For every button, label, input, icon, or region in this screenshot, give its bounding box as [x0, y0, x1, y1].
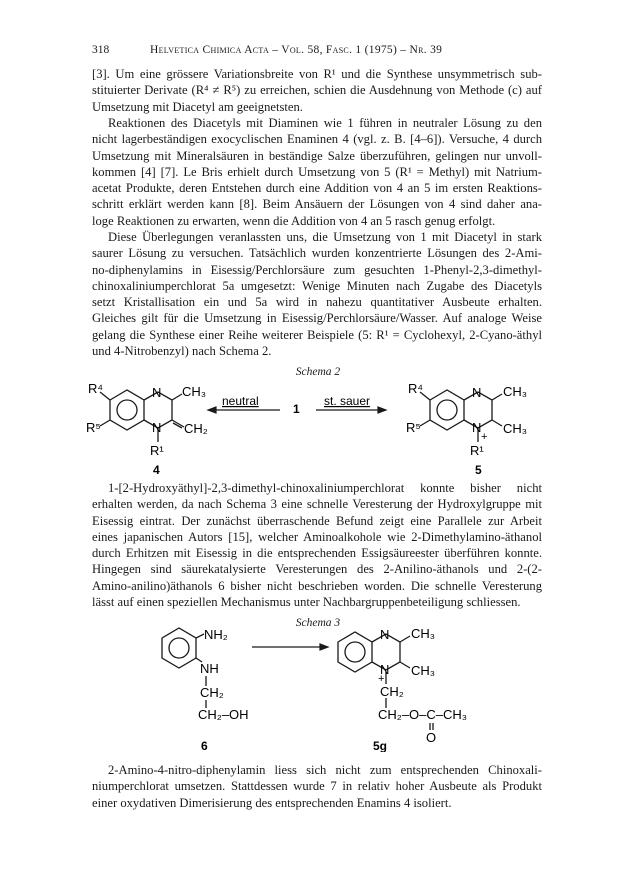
text-line: Hingegen sind säurekatalysierte Veresterungen des 2-Anilino-äthanols und 2-(2-: [92, 562, 542, 577]
paragraph-2: [92, 115, 542, 229]
compound-number-5: 5: [475, 463, 482, 475]
benzene-ring: [110, 390, 144, 430]
compound-number-5g: 5g: [373, 739, 388, 752]
aromatic-circle: [169, 638, 189, 658]
text-line: saurer Lösung zu versuchen. Tatsächlich wurden konzentrierte Lösungen des 2-Ami-: [92, 246, 542, 261]
text-line: Eisessig eintrat. Der zunächst überraschende Befund zeigt eine Parallele zur Arbeit: [92, 513, 542, 528]
compound-5-structure: [420, 390, 502, 442]
ch2-label: CH₂: [200, 685, 224, 700]
r5-label: R⁵: [86, 420, 101, 435]
paragraph-4: [92, 480, 542, 610]
running-head: Helvetica Chimica Acta – Vol. 58, Fasc. 1 (1975) – Nr. 39: [150, 44, 443, 56]
schema-3-title: Schema 3: [295, 617, 341, 629]
n2-label: N: [152, 420, 162, 435]
text-line: Umsetzung mit Mineralsäuren in beständige Salze überzuführen, gelingen nur unvoll-: [92, 148, 542, 163]
nh-label: NH: [200, 661, 219, 676]
compound-4-structure: [100, 390, 184, 442]
text-line: 1-[2-Hydroxyäthyl]-2,3-dimethyl-chinoxaliniumperchlorat konnte bisher nicht: [108, 481, 542, 495]
text-line: erhalten werden, da nach Schema 3 eine schnelle Veresterung der Hydroxylgruppe mit: [92, 497, 542, 512]
ch2oh-label: CH₂–OH: [198, 707, 249, 722]
ester-label: CH₂–O–C–CH₃: [378, 707, 468, 722]
ch3-label-a: CH₃: [411, 626, 436, 641]
schema-2-title: Schema 2: [295, 366, 341, 378]
r1-label: R¹: [150, 443, 164, 458]
page-number: 318: [92, 44, 110, 56]
text-line: eines japanischen Autors [15], welcher Aminoalkohole wie 2-Dimethylamino-äthanol: [92, 529, 542, 544]
text-line: und 4-Nitrobenzyl) nach Schema 2.: [92, 344, 272, 359]
left-arrowhead: [208, 407, 216, 413]
schema-2-diagram: [80, 380, 550, 475]
paragraph-3: [92, 229, 542, 359]
n1-label: N: [380, 627, 390, 642]
aromatic-circle: [345, 642, 365, 662]
text-line: einer oxydativen Dimerisierung des entsprechenden Enamins 4 isoliert.: [92, 795, 452, 810]
text-line: Gleiches gilt für die Umsetzung in Eisessig/Perchlorsäure/Wasser. Auf analoge Weise: [92, 311, 542, 326]
carbonyl-oxygen-label: O: [426, 730, 437, 745]
ch3-label-b: CH₃: [411, 663, 436, 678]
benzene-ring: [338, 632, 372, 672]
text-line: nicht lagerbeständigen exocyclischen Enaminen 4 (vgl. z. B. [4–6]). Versuche, 4 durch: [92, 132, 542, 147]
text-line: setzt Kristallisation ein und 5a wird in nahezu quantitativer Ausbeute erhalten.: [92, 295, 542, 310]
compound-number-6: 6: [201, 739, 208, 752]
paragraph-5: [92, 762, 542, 811]
text-line: 2-Amino-4-nitro-diphenylamin liess sich nicht zum entsprechenden Chinoxali-: [108, 763, 542, 777]
r4-label: R⁴: [408, 381, 423, 396]
text-line: stituierter Derivate (R⁴ ≠ R⁵) zu erreichen, schien die Ausdehnung von Methode (c) auf: [92, 83, 542, 98]
benzene-ring: [430, 390, 464, 430]
ch2-label: CH₂: [380, 684, 404, 699]
nh2-label: NH₂: [204, 627, 228, 642]
text-line: Umsetzung mit Diacetyl am geeignetsten.: [92, 99, 303, 114]
compound-number-4: 4: [153, 463, 160, 475]
reaction-arrow: [252, 644, 328, 650]
text-line: loge Reaktionen zu erwarten, wenn die Addition von 4 an 5 rasch genug erfolgt.: [92, 213, 496, 228]
text-line: durch Erhitzen mit Eisessig in die entsprechenden Essigsäureester überführen konnte.: [92, 546, 542, 561]
text-line: [3]. Um eine grössere Variationsbreite von R¹ und die Synthese unsymmetrisch sub-: [92, 67, 542, 81]
text-line: chinoxaliniumperchlorat 5a umgesetzt: Wenige Minuten nach Zugabe des Diacetyls: [92, 278, 542, 293]
plus-charge: +: [481, 431, 488, 443]
arrow-label-neutral: neutral: [222, 394, 259, 408]
aromatic-circle: [437, 400, 457, 420]
n2-label: N: [472, 420, 482, 435]
aromatic-circle: [117, 400, 137, 420]
text-line: Diese Überlegungen veranlassten uns, die Umsetzung von 1 mit Diacetyl in stark: [108, 230, 542, 244]
text-line: Reaktionen des Diacetyls mit Diaminen wie 1 führen in neutraler Lösung zu den: [108, 116, 542, 130]
arrowhead: [320, 644, 328, 650]
text-line: Amino-anilino)äthanols 6 bisher nicht beschrieben worden. Die schnelle Veresterung: [92, 578, 542, 593]
arrow-label-1: 1: [293, 402, 300, 416]
text-line: no-diphenylamins in Eisessig/Perchlorsäure zum gesuchten 1-Phenyl-2,3-dimethyl-: [92, 262, 542, 277]
right-arrowhead: [378, 407, 386, 413]
ch3-label: CH₃: [182, 384, 207, 399]
text-line: gelang die Synthese einer Reihe weiterer Beispiele (5: R¹ = Cyclohexyl, 2-Cyano-äthyl: [92, 327, 542, 342]
plus-charge: +: [378, 673, 385, 685]
ch3-label-b: CH₃: [503, 421, 528, 436]
text-line: kommen [4] [7]. Le Bris erhielt durch Umsetzung von 5 (R¹ = Methyl) mit Natrium-: [92, 164, 542, 179]
ch3-label-a: CH₃: [503, 384, 528, 399]
r5-label: R⁵: [406, 420, 421, 435]
paragraph-1: [92, 66, 542, 115]
arrow-label-sauer: st. sauer: [324, 394, 371, 408]
text-line: niumperchlorat umsetzen. Stattdessen wurde 7 in relativ hoher Ausbeute als Produkt: [92, 779, 542, 794]
n1-label: N: [472, 385, 482, 400]
schema-3-diagram: [140, 622, 520, 752]
ch2-label: CH₂: [184, 421, 208, 436]
r1-label: R¹: [470, 443, 484, 458]
text-line: lässt auf einen speziellen Mechanismus unter Nachbargruppenbeteiligung schliessen.: [92, 595, 521, 610]
r4-label: R⁴: [88, 381, 103, 396]
text-line: acetat Produkte, deren Entstehen durch eine Addition von 4 an 5 im ersten Reaktions-: [92, 181, 542, 196]
n1-label: N: [152, 385, 162, 400]
benzene-ring: [162, 628, 196, 668]
text-line: schritt erklärt werden kann [8]. Beim Ansäuern der Lösungen von 4 sind daher ana-: [92, 197, 542, 212]
n2-label: N: [380, 662, 390, 677]
